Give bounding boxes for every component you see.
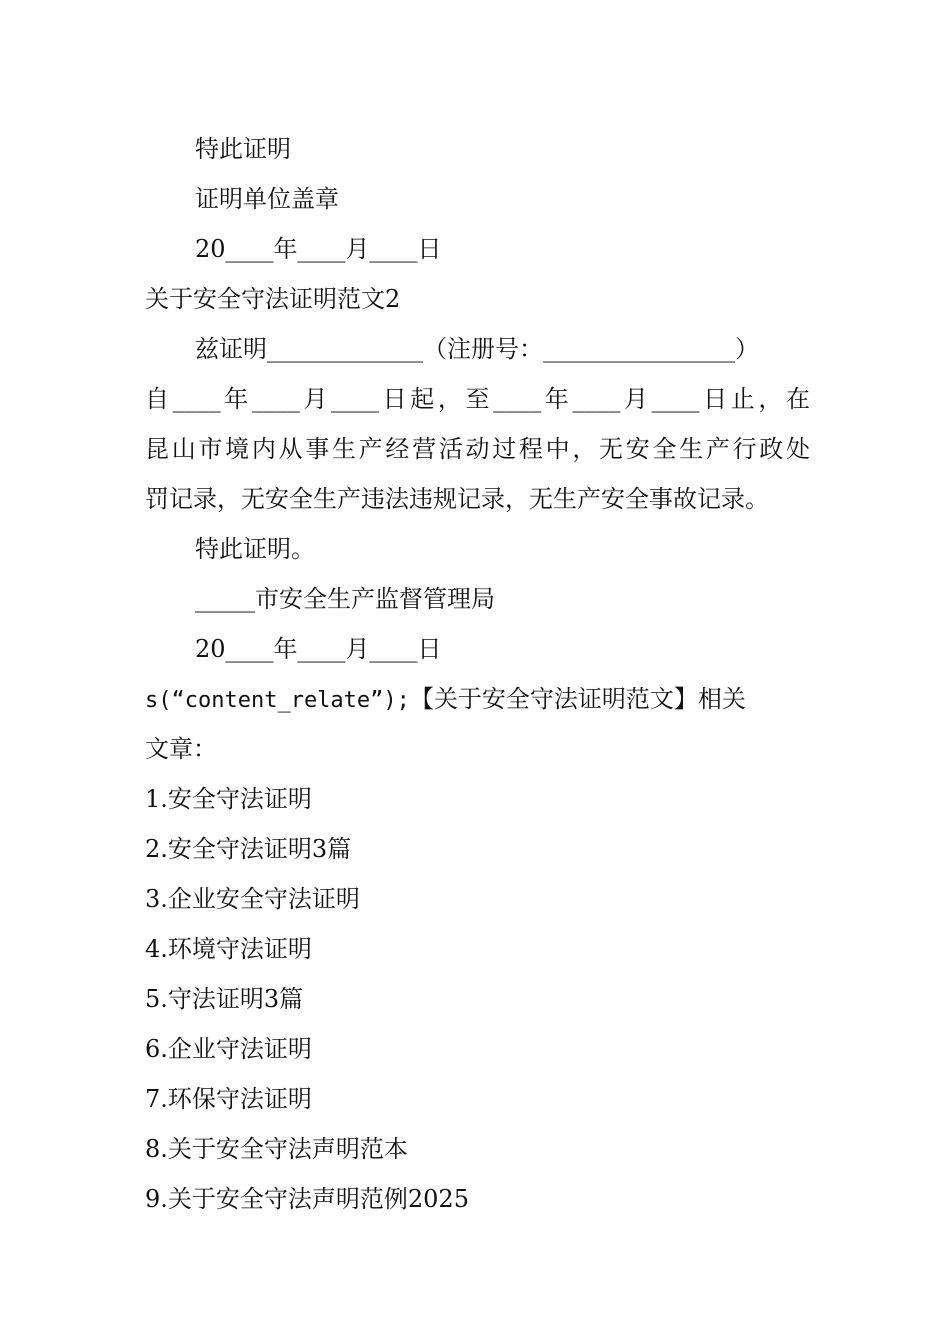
seal-line: 证明单位盖章 (195, 185, 339, 213)
body-line-1: 兹证明_____________（注册号：________________） (195, 335, 759, 363)
related-item-3[interactable]: 3.企业安全守法证明 (145, 885, 360, 913)
related-item-7[interactable]: 7.环保守法证明 (145, 1085, 312, 1113)
related-item-9[interactable]: 9.关于安全守法声明范例2025 (145, 1185, 469, 1213)
related-item-8[interactable]: 8.关于安全守法声明范本 (145, 1135, 408, 1163)
section-title: 关于安全守法证明范文2 (145, 285, 401, 313)
certify-line-top: 特此证明 (195, 135, 291, 163)
related-item-1[interactable]: 1.安全守法证明 (145, 785, 312, 813)
related-item-2[interactable]: 2.安全守法证明3篇 (145, 835, 352, 863)
certify-line-closing: 特此证明。 (195, 535, 315, 563)
body-line-4: 罚记录，无安全生产违法违规记录，无生产安全事故记录。 (145, 485, 769, 513)
related-item-4[interactable]: 4.环境守法证明 (145, 935, 312, 963)
body-line-2: 自____年____月____日起，至____年____月____日止，在 (145, 385, 810, 413)
related-header (145, 684, 810, 716)
related-header-text: 【关于安全守法证明范文】相关 (409, 685, 746, 713)
date-line-top: 20____年____月____日 (195, 235, 442, 263)
body-line-3: 昆山市境内从事生产经营活动过程中，无安全生产行政处 (145, 435, 810, 463)
related-item-6[interactable]: 6.企业守法证明 (145, 1035, 312, 1063)
related-item-5[interactable]: 5.守法证明3篇 (145, 985, 304, 1013)
date-line-closing: 20____年____月____日 (195, 635, 442, 663)
related-script-text: s(“content_relate”); (145, 688, 410, 713)
issuer-line: _____市安全生产监督管理局 (195, 585, 495, 613)
related-header-continued: 文章： (145, 735, 217, 763)
